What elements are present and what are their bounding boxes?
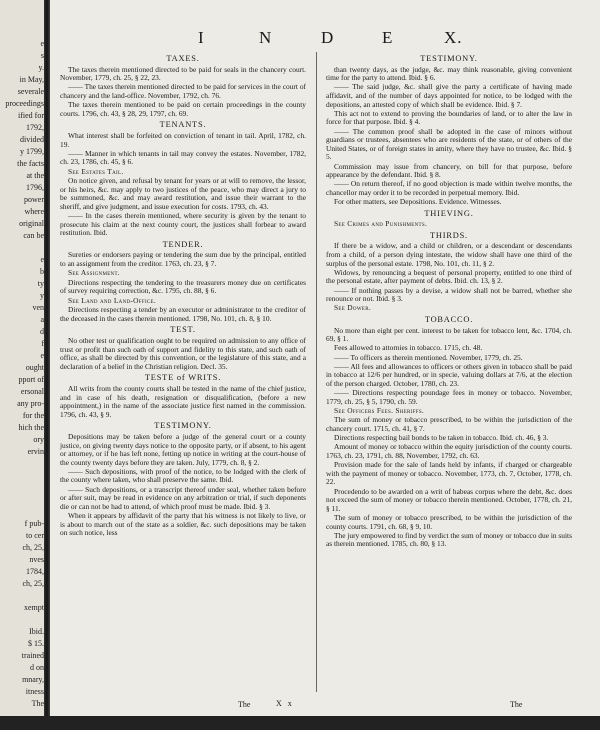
prev-page-text: mnary, — [22, 675, 44, 684]
index-entry: than twenty days, as the judge, &c. may think reasonable, giving convenient time for the party to attend. Ibid. § 6. — [326, 64, 572, 83]
index-entry: —— All fees and allowances to officers or others given in tobacco shall be paid in tobacco at 12/6 per hundred, or in specie, valuing dollars at 7/6, at the election of the person charged. October, 1780, ch. 23. — [326, 361, 572, 388]
index-entry: The jury empowered to find by verdict the sum of money or tobacco due in suits as therein mentioned. 1785, ch. 80, § 13. — [326, 530, 572, 549]
page-header — [50, 28, 600, 50]
prev-page-text: ch, 25, — [22, 579, 44, 588]
index-entry: No more than eight per cent. interest to be taken for tobacco lent, &c. 1704, ch. 69, § 1. — [326, 325, 572, 344]
index-entry: —— The said judge, &c. shall give the party a certificate of having made affidavit, and of the number of days appointed for notice, to be lodged with the depositions, an attested copy of which shall be evidence. Ibid. § 7. — [326, 82, 572, 109]
index-entry: Provision made for the sale of lands held by infants, if charged or chargeable with the payment of money or tobacco. November, 1773, ch. 7, October, 1778, ch. 22. — [326, 460, 572, 487]
prev-page-text: ch, 25, — [22, 543, 44, 552]
index-entry: The sum of money or tobacco prescribed, to be within the jurisdiction of the county courts. 1791, ch. 68, § 9, 10. — [326, 512, 572, 531]
index-entry: No other test or qualification ought to be required on admission to any office of trust or profit than such oath of support and fidelity to this state, and such oath of office, as shall be directed by this convention, or the legislature of this state, and a declaration of a belief in the Christian religion. Decl. 35. — [60, 335, 306, 371]
section-heading: TESTIMONY. — [420, 54, 478, 63]
prev-page-text: ought — [25, 363, 44, 372]
prev-page-text: $ 15. — [28, 639, 44, 648]
index-entry: Fees allowed to attornies in tobacco. 1715, ch. 48. — [334, 343, 483, 353]
index-entry: Procedendo to be awarded on a writ of habeas corpus where the debt, &c. does not exceed the sum of money or tobacco therein mentioned. October, 1778, ch. 21, § 11. — [326, 486, 572, 513]
scan-edge — [0, 716, 600, 730]
prev-page-text: the facts — [17, 159, 44, 168]
prev-page-text: to cer — [26, 531, 44, 540]
prev-page-text: ory — [33, 435, 44, 444]
header-letter: N — [259, 28, 273, 47]
index-entry: When it appears by affidavit of the party that his witness is not likely to live, or is about to march out of the state as a soldier, &c. such depositions may be taken on such notice, less — [60, 511, 306, 538]
column-divider — [316, 52, 317, 692]
prev-page-text: e — [40, 351, 44, 360]
prev-page-text: f pub- — [24, 519, 44, 528]
index-entry: The sum of money or tobacco prescribed, to be within the jurisdiction of the chancery court. 1715, ch. 41, § 7. — [326, 415, 572, 434]
index-entry: For other matters, see Depositions. Evidence. Witnesses. — [334, 197, 502, 207]
section-heading: TEST. — [170, 325, 196, 335]
prev-page-text: 1796, — [26, 183, 44, 192]
index-entry: This act not to extend to proving the boundaries of land, or to alter the law in force for that purpose. Ibid. § 4. — [326, 108, 572, 127]
prev-page-text: d on — [30, 663, 44, 672]
prev-page-text: y — [40, 291, 44, 300]
index-entry: —— The common proof shall be adopted in the case of minors without guardians or trustees, absentees who are residents of the state, or of others of the United States, or of foreign states in amity, where they have no trustee, &c. Ibid. § 5. — [326, 126, 572, 162]
prev-page-text: divided — [20, 135, 44, 144]
prev-page-text: proceedings — [5, 99, 44, 108]
prev-page-text: xempt — [24, 603, 44, 612]
index-entry: Directions respecting the tendering to the treasurers money due on certificates of survey requiring correction, &c. 1795, ch. 88, § 6. — [60, 277, 306, 296]
index-entry: —— The taxes therein mentioned directed to be paid for services in the court of chancery and the land-office. November, 1792, ch. 76. — [60, 82, 306, 100]
header-letter: D — [321, 28, 335, 47]
prev-page-text: e — [40, 255, 44, 264]
index-entry: —— On return thereof, if no good objection is made within twelve months, the chancellor may order it to be recorded in perpetual memory. Ibid. — [326, 179, 572, 197]
prev-page-text: hich the — [18, 423, 44, 432]
index-entry: —— Manner in which tenants in tail may convey the estates. November, 1782, ch. 23, 1786, ch. 45, § 6. — [60, 148, 306, 167]
section-heading: THIEVING. — [424, 208, 474, 218]
prev-page-text: 1792, — [26, 123, 44, 132]
index-entry: Sureties or endorsers paying or tendering the sum due by the principal, entitled to an assignment from the creditor. 1763, ch. 23, § 7. — [60, 250, 306, 269]
prev-page-text: at the — [26, 171, 44, 180]
index-entry: If there be a widow, and a child or children, or a descendant or descendants from a child, of a person dying intestate, the widow shall have one third of the surplus of the personal estate. 1798, No. 101, ch. 11, § 2. — [326, 241, 572, 268]
prev-page-text: ified for — [18, 111, 44, 120]
section-heading: THIRDS. — [430, 230, 468, 240]
right-column — [326, 52, 572, 550]
index-entry: —— If nothing passes by a devise, a widow shall not be barred, whether she renounce or not. Ibid. § 3. — [326, 285, 572, 304]
prev-page-text: Ibid. — [29, 627, 44, 636]
catchword-left: The — [238, 700, 251, 709]
section-heading: TENDER. — [162, 239, 204, 249]
index-entry: What interest shall be forfeited on conviction of tenant in tail. April, 1782, ch. 19. — [60, 130, 306, 149]
index-entry: Directions respecting bail bonds to be taken in tobacco. Ibid. ch. 46, § 3. — [334, 433, 549, 443]
prev-page-text: f — [41, 339, 44, 348]
prev-page-text: power — [24, 195, 44, 204]
prev-page-text: a — [40, 315, 44, 324]
cross-reference: See Estates Tail. — [68, 166, 124, 176]
prev-page-text: any pro- — [17, 399, 44, 408]
index-entry: All writs from the county courts shall be tested in the name of the chief justice, and in case of his death, resignation or disqualification, (before a new appointment,) in the name of the associate justice first named in the commission. 1796, ch. 43, § 9. — [60, 383, 306, 419]
catchword-right: The — [510, 700, 523, 709]
index-entry: —— To officers as therein mentioned. November, 1779, ch. 25. — [334, 352, 523, 362]
index-entry: Commission may issue from chancery, on bill for that purpose, before appearance by the defendant. Ibid. § 8. — [326, 161, 572, 180]
index-entry: —— Directions respecting poundage fees in money or tobacco. November, 1779, ch. 25, § 5, 1790, ch. 59. — [326, 388, 572, 406]
prev-page-text: nves — [29, 555, 44, 564]
signature-mark: X x — [276, 699, 294, 708]
section-heading: TAXES. — [166, 54, 200, 63]
section-heading: TENANTS. — [159, 120, 207, 130]
index-entry: Depositions may be taken before a judge of the general court or a county justice, on giving twenty days notice to the opposite party, or if absent, to his agent or attorney, or if he has left none, fetting up notice in writing at the court-house of the county twenty days before they are taken. July, 1779, ch. 8, § 2. — [60, 431, 306, 467]
prev-page-text: y 1799, — [20, 147, 44, 156]
prev-page-text: s — [40, 51, 44, 60]
prev-page-text: b — [40, 267, 44, 276]
prev-page-text: original — [19, 219, 44, 228]
section-heading: TESTE of WRITS. — [144, 373, 222, 383]
cross-reference: See Dower. — [334, 303, 371, 313]
index-entry: The taxes therein mentioned directed to be paid for seals in the chancery court. November, 1779, ch. 25, § 22, 23. — [60, 64, 306, 83]
header-letter: I — [198, 28, 205, 47]
prev-page-text: 1784, — [26, 567, 44, 576]
prev-page-text: ervin — [27, 447, 44, 456]
prev-page-text: ven — [32, 303, 44, 312]
prev-page-text: y. — [38, 63, 44, 72]
left-column — [60, 52, 306, 538]
prev-page-text: itness — [25, 687, 44, 696]
prev-page-text: can be — [23, 231, 44, 240]
prev-page-text: pport of — [18, 375, 44, 384]
prev-page-text: d — [40, 327, 44, 336]
index-entry: Widows, by renouncing a bequest of personal property, entitled to one third of the personal estate, after payment of debts. Ibid. ch. 13, § 2. — [326, 267, 572, 286]
prev-page-text: ersonal — [20, 387, 44, 396]
index-entry: The taxes therein mentioned to be paid on certain proceedings in the county courts. 1796, ch. 43, § 28, 29, 1797, ch. 69. — [60, 100, 306, 118]
index-entry: —— Such depositions, or a transcript thereof under seal, whether taken before or after suit, may be read in evidence on any arbitration or trial, if such deponents die or can not be had to attend, of which proof must be made. Ibid. § 3. — [60, 484, 306, 511]
header-letter: E — [382, 28, 394, 47]
prev-page-text: e — [40, 39, 44, 48]
cross-reference: See Officers Fees. Sheriffs. — [334, 405, 425, 415]
index-entry: —— In the cases therein mentioned, where security is given by the tenant to prosecute his claim at the next county court, the justices shall forbear to award restitution. Ibid. — [60, 211, 306, 238]
index-entry: Amount of money or tobacco within the equity jurisdiction of the county courts. 1763, ch. 23, 1791, ch. 88, November, 1792, ch. 63. — [326, 442, 572, 461]
prev-page-text: in May, — [19, 75, 44, 84]
prev-page-text: where — [24, 207, 44, 216]
cross-reference: See Crimes and Punishments. — [334, 219, 428, 229]
section-heading: TOBACCO. — [424, 314, 474, 324]
previous-page-fragment — [0, 0, 46, 720]
prev-page-text: The — [31, 699, 44, 708]
prev-page-text: for the — [22, 411, 44, 420]
prev-page-text: trained — [21, 651, 44, 660]
header-letter: X. — [444, 28, 463, 47]
index-page — [50, 0, 600, 722]
section-heading: TESTIMONY. — [154, 421, 212, 431]
index-entry: Directions respecting a tender by an executor or administrator to the creditor of the deceased in the cases therein mentioned. 1798, No. 101, ch. 8, § 10. — [60, 305, 306, 323]
prev-page-text: severale — [17, 87, 44, 96]
index-entry: On notice given, and refusal by tenant for years or at will to remove, the lessor, or his heirs, &c. may apply to two justices of the peace, who may direct a jury to be summoned, &c. and may award restitution, and issue their warrant to the sheriff, and give judgment, and issue execution for costs. 1793, ch. 43. — [60, 176, 306, 211]
index-entry: —— Such depositions, with proof of the notice, to be lodged with the clerk of the county where taken, who shall preserve the same. Ibid. — [60, 466, 306, 485]
cross-reference: See Assignment. — [68, 268, 120, 278]
prev-page-text: ty — [37, 279, 44, 288]
cross-reference: See Land and Land-Office. — [68, 295, 157, 305]
